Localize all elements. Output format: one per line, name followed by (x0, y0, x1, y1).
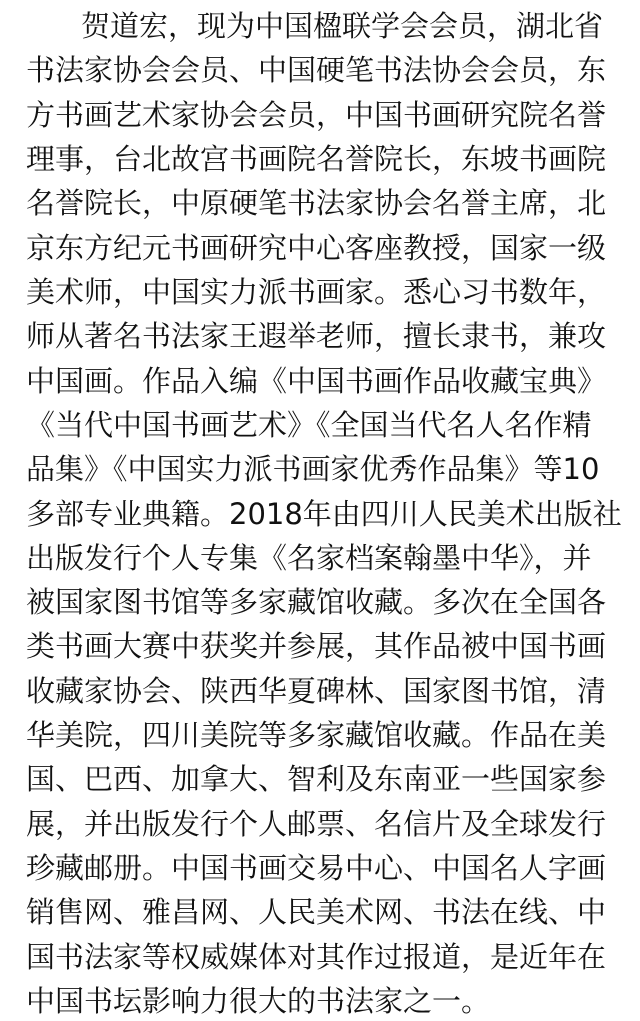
paragraph-line: 理事，台北故宫书画院名誉院长，东坡书画院 (26, 142, 607, 176)
paragraph-line: 京东方纪元书画研究中心客座教授，国家一级 (26, 231, 607, 265)
paragraph-line: 出版发行个人专集《名家档案翰墨中华》，并 (26, 541, 592, 575)
paragraph-line: 被国家图书馆等多家藏馆收藏。多次在全国各 (26, 585, 607, 619)
paragraph-line: 收藏家协会、陕西华夏碑林、国家图书馆，清 (26, 674, 607, 708)
paragraph-line: 销售网、雅昌网、人民美术网、书法在线、中 (26, 895, 607, 929)
paragraph-line: 贺道宏，现为中国楹联学会会员，湖北省 (81, 9, 604, 43)
paragraph-line: 师从著名书法家王遐举老师，擅长隶书，兼攻 (26, 319, 607, 353)
paragraph-line: 美术师，中国实力派书画家。悉心习书数年， (26, 275, 607, 309)
paragraph-line: 《当代中国书画艺术》《全国当代名人名作精 (26, 408, 592, 442)
paragraph-line: 展，并出版发行个人邮票、名信片及全球发行 (26, 807, 607, 841)
paragraph-line: 名誉院长，中原硬笔书法家协会名誉主席，北 (26, 186, 607, 220)
paragraph-line: 多部专业典籍。2018年由四川人民美术出版社 (26, 497, 622, 531)
paragraph-line: 国、巴西、加拿大、智利及东南亚一些国家参 (26, 762, 607, 796)
paragraph-line: 方书画艺术家协会会员，中国书画研究院名誉 (26, 98, 607, 132)
paragraph-line: 类书画大赛中获奖并参展，其作品被中国书画 (26, 629, 607, 663)
paragraph-line: 中国画。作品入编《中国书画作品收藏宝典》 (26, 364, 607, 398)
paragraph-line: 品集》《中国实力派书画家优秀作品集》等10 (26, 452, 600, 486)
paragraph-line: 书法家协会会员、中国硬笔书法协会会员，东 (26, 53, 607, 87)
paragraph-line: 中国书坛影响力很大的书法家之一。 (26, 984, 491, 1018)
paragraph-line: 华美院，四川美院等多家藏馆收藏。作品在美 (26, 718, 607, 752)
paragraph-line: 国书法家等权威媒体对其作过报道，是近年在 (26, 940, 607, 974)
paragraph-line: 珍藏邮册。中国书画交易中心、中国名人字画 (26, 851, 607, 885)
